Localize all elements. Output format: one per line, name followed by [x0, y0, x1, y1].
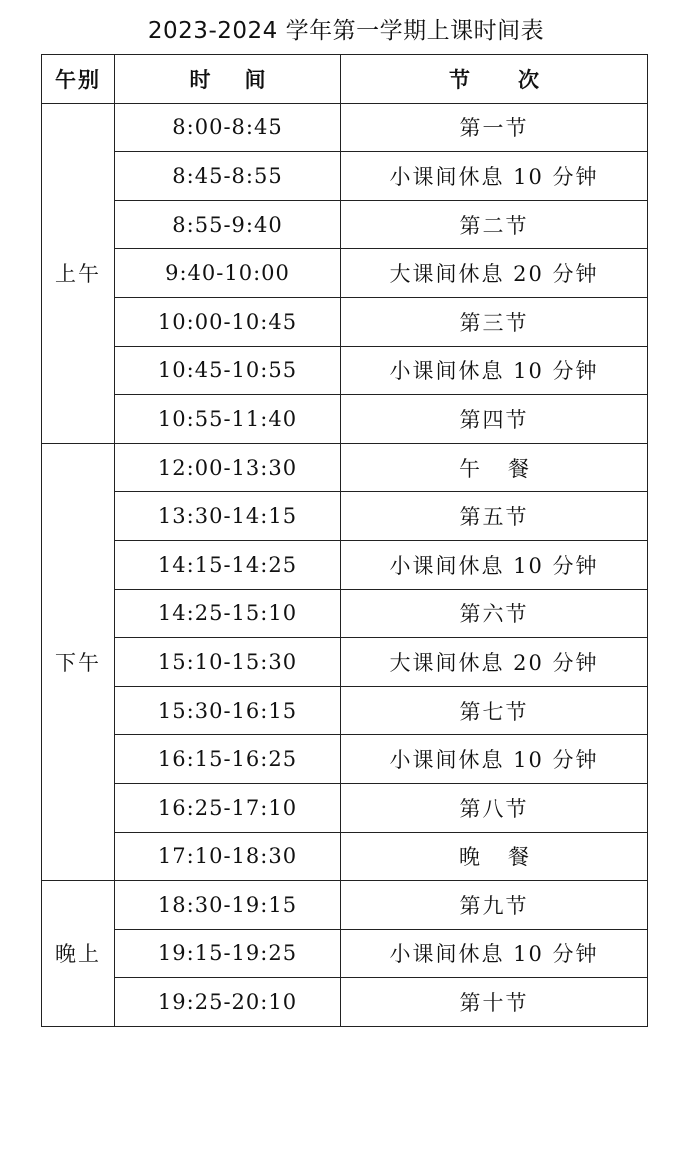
table-row: [42, 540, 648, 589]
page-title: 2023-2024 学年第一学期上课时间表: [147, 18, 545, 44]
table-row: [42, 200, 648, 249]
time-cell: 12:00-13:30: [115, 443, 341, 492]
time-cell: 13:30-14:15: [115, 492, 341, 541]
table-row: [42, 881, 648, 930]
period-morning: 上午: [42, 103, 115, 443]
time-cell: 19:15-19:25: [115, 929, 341, 978]
session-cell: 第三节: [341, 297, 648, 346]
session-cell: 晚餐: [341, 832, 648, 881]
table-row: [42, 978, 648, 1027]
table-row: [42, 103, 648, 152]
header-time: 时间: [115, 55, 341, 104]
header-period: 午别: [42, 55, 115, 104]
table-row: [42, 152, 648, 201]
time-cell: 8:00-8:45: [115, 103, 341, 152]
period-evening: 晚上: [42, 881, 115, 1027]
time-cell: 10:55-11:40: [115, 395, 341, 444]
table-header-row: [42, 55, 648, 104]
table-row: [42, 443, 648, 492]
table-row: [42, 297, 648, 346]
session-cell: 第八节: [341, 783, 648, 832]
time-cell: 16:25-17:10: [115, 783, 341, 832]
time-cell: 10:00-10:45: [115, 297, 341, 346]
table-row: [42, 832, 648, 881]
session-cell: 第一节: [341, 103, 648, 152]
table-row: [42, 735, 648, 784]
schedule-table: [41, 54, 648, 1027]
time-cell: 17:10-18:30: [115, 832, 341, 881]
header-session: 节次: [341, 55, 648, 104]
time-cell: 18:30-19:15: [115, 881, 341, 930]
session-cell: 小课间休息 10 分钟: [341, 152, 648, 201]
table-row: [42, 686, 648, 735]
session-cell: 第五节: [341, 492, 648, 541]
time-cell: 15:10-15:30: [115, 638, 341, 687]
time-cell: 9:40-10:00: [115, 249, 341, 298]
session-cell: 大课间休息 20 分钟: [341, 249, 648, 298]
time-cell: 19:25-20:10: [115, 978, 341, 1027]
session-cell: 大课间休息 20 分钟: [341, 638, 648, 687]
table-row: [42, 589, 648, 638]
time-cell: 14:15-14:25: [115, 540, 341, 589]
session-cell: 小课间休息 10 分钟: [341, 929, 648, 978]
session-cell: 第九节: [341, 881, 648, 930]
table-row: [42, 346, 648, 395]
period-afternoon: 下午: [42, 443, 115, 880]
table-row: [42, 249, 648, 298]
time-cell: 14:25-15:10: [115, 589, 341, 638]
table-row: [42, 395, 648, 444]
session-cell: 小课间休息 10 分钟: [341, 735, 648, 784]
time-cell: 8:45-8:55: [115, 152, 341, 201]
table-row: [42, 492, 648, 541]
session-cell: 小课间休息 10 分钟: [341, 540, 648, 589]
time-cell: 16:15-16:25: [115, 735, 341, 784]
table-row: [42, 929, 648, 978]
session-cell: 午餐: [341, 443, 648, 492]
session-cell: 第七节: [341, 686, 648, 735]
table-row: [42, 638, 648, 687]
session-cell: 第二节: [341, 200, 648, 249]
session-cell: 小课间休息 10 分钟: [341, 346, 648, 395]
time-cell: 15:30-16:15: [115, 686, 341, 735]
session-cell: 第六节: [341, 589, 648, 638]
session-cell: 第四节: [341, 395, 648, 444]
table-row: [42, 783, 648, 832]
time-cell: 8:55-9:40: [115, 200, 341, 249]
session-cell: 第十节: [341, 978, 648, 1027]
time-cell: 10:45-10:55: [115, 346, 341, 395]
